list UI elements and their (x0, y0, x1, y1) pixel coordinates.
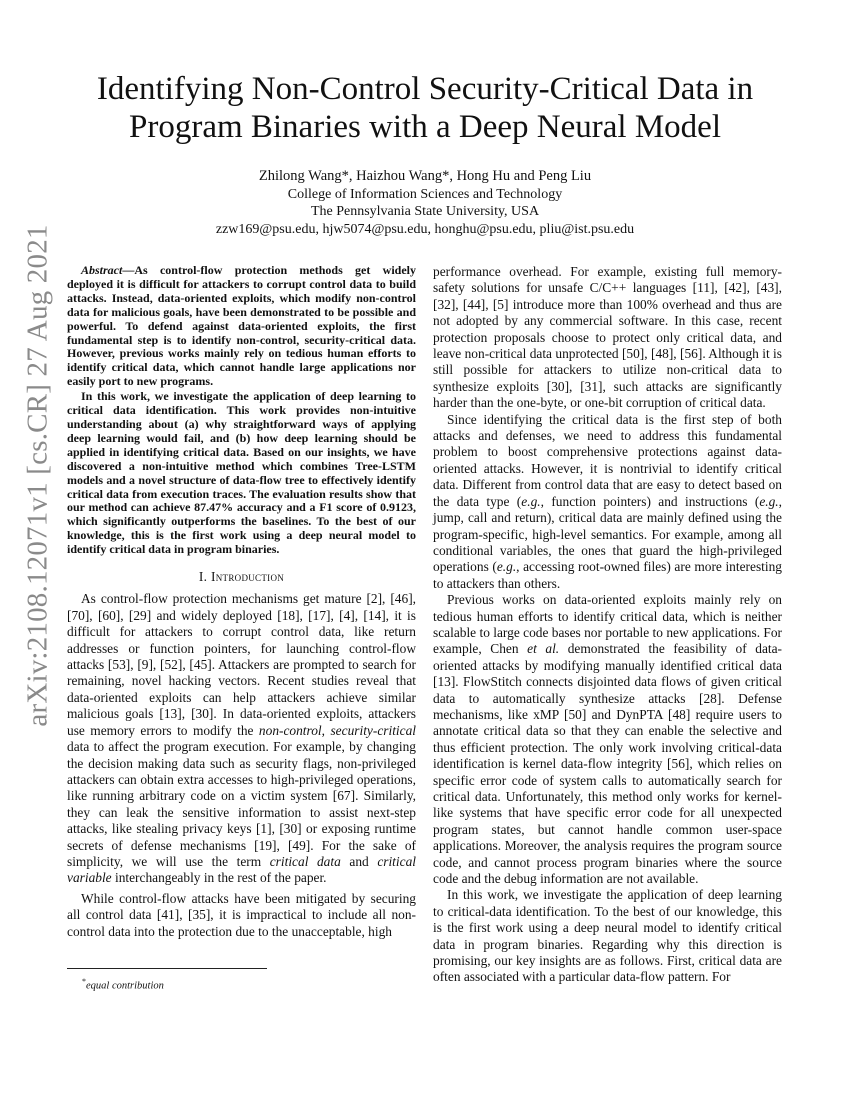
intro-paragraph-6: In this work, we investigate the application of deep learning to critical-data identification. To the best of our knowledge, this is the first work using a deep neural model to identify critical data in program binaries. Regarding why this direction is promising, our key insights are as follows. First, critical data are often associated with a particular data-flow pattern. For (433, 887, 782, 985)
section-heading-introduction (67, 569, 416, 585)
intro-p1-text-b: , (321, 722, 331, 738)
intro-p4-text-b: , function pointers) and instructions ( (540, 493, 760, 509)
intro-p1-text-e: interchangeably in the rest of the paper. (111, 870, 327, 886)
intro-p1-text-a: As control-flow protection mechanisms get mature [2], [46], [70], [60], [29] and widely deployed [18], [17], [4], [14], it is difficult for attackers to corrupt control data, like return addresses or function pointers, for launching control-flow attacks [53], [9], [52], [45]. Attackers are prompted to search for remaining, novel hacking vectors. Recent studies reveal that data-oriented exploits can help attackers achieve similar malicious goals [13], [30]. In data-oriented exploits, attackers use memory errors to modify the (67, 591, 416, 738)
intro-p1-text-c: data to affect the program execution. For example, by changing the decision making data such as security flags, non-privileged attackers can obtain extra accesses to high-privileged operations, like running arbitrary code on a victim system [67]. Similarly, they can leak the sensitive information to assist next-step attacks, like stealing privacy keys [1], [30] or exposing runtime secrets of defense mechanisms [19], [49]. For the sake of simplicity, we will use the term (67, 739, 416, 869)
intro-p4-text-a: Since identifying the critical data is the first step of both attacks and defenses, we need to address this fundamental problem to boost comprehensive protections against data-oriented attacks. However, it is nontrivial to identify critical data. Different from control data that are easy to detect based on the data type ( (433, 411, 782, 509)
footnote (82, 977, 164, 992)
footnote-mark: * (82, 977, 86, 986)
intro-p5-em-etal: et al. (527, 641, 560, 657)
footnote-text: equal contribution (86, 980, 164, 992)
intro-paragraph-3: performance overhead. For example, existing full memory-safety solutions for unsafe C/C++ languages [11], [42], [43], [32], [44], [5] introduce more than 100% overhead and thus are not adopted by any commercial software. In this case, recent protection proposals choose to protect only critical data, and leave non-critical data unprotected [50], [48], [56]. Although it is still possible for attackers to utilize non-critical data to synthesize exploits [30], [31], such attacks are significantly harder than the one-byte, or one-bit corruption of critical data. (433, 264, 782, 411)
intro-paragraph-4 (433, 412, 782, 592)
section-name: Introduction (211, 569, 285, 585)
right-column (433, 264, 782, 986)
intro-paragraph-1 (67, 591, 416, 886)
intro-p1-em-criticaldata: critical data (269, 853, 341, 869)
footnote-divider (67, 968, 267, 969)
arxiv-identifier: arXiv:2108.12071v1 [cs.CR] 27 Aug 2021 (21, 223, 54, 727)
intro-p4-text-c: , jump, call and return), critical data are mainly defined using the program-specific, high-level semantics. For example, among all conditional variables, the ones that guard the high-privileged operations ( (433, 493, 783, 575)
intro-p4-em-3: e.g. (496, 559, 517, 575)
affiliation-college: College of Information Sciences and Technology (287, 186, 563, 202)
abstract-label: Abstract (81, 263, 123, 277)
intro-paragraph-2: While control-flow attacks have been mitigated by securing all control data [41], [35], it is impractical to include all non-control data into the protection due to the unacceptable, high (67, 890, 416, 939)
intro-p1-em-criticalvariable: critical variable (67, 853, 416, 886)
abstract (67, 264, 416, 557)
intro-p4-em-1: e.g. (521, 493, 541, 509)
intro-p5-text-a: Previous works on data-oriented exploits mainly rely on tedious human efforts to identify critical data, which is neither scalable to large code bases nor portable to new applications. For example, Chen (433, 592, 782, 657)
author-emails: zzw169@psu.edu, hjw5074@psu.edu, honghu@psu.edu, pliu@ist.psu.edu (215, 221, 635, 237)
left-column (67, 264, 416, 940)
abstract-paragraph-1: —As control-flow protection methods get widely deployed it is difficult for attackers to corrupt control data to build attacks. Instead, data-oriented exploits, which modify non-control data for malicious goals, have been demonstrated to be possible and powerful. To defend against data-oriented exploits, the first fundamental step is to identify non-control, security-critical data. However, previous works mainly rely on tedious human efforts to identify critical data, which cannot handle large applications nor easily port to new programs. (67, 263, 416, 389)
intro-p1-text-d: and (340, 853, 378, 869)
arxiv-sidebar-stamp (16, 223, 60, 727)
title-line-2: Program Binaries with a Deep Neural Model (128, 109, 721, 145)
section-number: I. (198, 569, 208, 585)
abstract-paragraph-2: In this work, we investigate the application of deep learning to critical data identification. This work provides non-intuitive understanding about (a) why straightforward ways of applying deep learning would fail, and (b) how deep learning should be applied in identifying critical data. Based on our insights, we have discovered a non-intuitive method which combines Tree-LSTM models and a novel structure of data-flow tree to effectively identify critical data from execution traces. The evaluation results show that our method can achieve 87.47% accuracy and a F1 score of 0.9123, which significantly outperforms the baselines. To the best of our knowledge, this is the first work using a deep neural model to identify critical data in program binaries. (67, 389, 416, 557)
title-line-1: Identifying Non-Control Security-Critical Data in (96, 71, 754, 107)
intro-paragraph-5 (433, 592, 782, 887)
intro-p1-em-noncontrol: non-control (258, 722, 322, 738)
intro-p4-text-d: , accessing root-owned files) are more interesting to attackers than others. (433, 559, 782, 591)
intro-p5-text-b: demonstrated the feasibility of data-oriented attacks by modifying manually identified critical data [13]. FlowStitch connects disjointed data flows of given critical data to automatically synthesize attacks [28]. Defense mechanisms, like xMP [50] and DynPTA [48] require users to annotate critical data so that they can enable the selective and thus efficient protection. The only work involving critical-data identification is kernel data-flow integrity [56], which relies on specific error code of system calls to automatically search for critical data. Unfortunately, this method only works for kernel-like systems that have specific error code for all unexpected program states, but cannot handle common user-space applications. Moreover, the analysis requires the program source code, and cannot process program binaries where the source code and the debug information are not available. (433, 641, 783, 887)
intro-p4-em-2: e.g. (759, 493, 779, 509)
author-names: Zhilong Wang*, Haizhou Wang*, Hong Hu and Peng Liu (258, 168, 592, 184)
author-block (60, 168, 790, 238)
intro-p1-em-securitycritical: security-critical (330, 722, 416, 738)
paper-title (60, 70, 790, 146)
affiliation-university: The Pennsylvania State University, USA (310, 204, 540, 219)
